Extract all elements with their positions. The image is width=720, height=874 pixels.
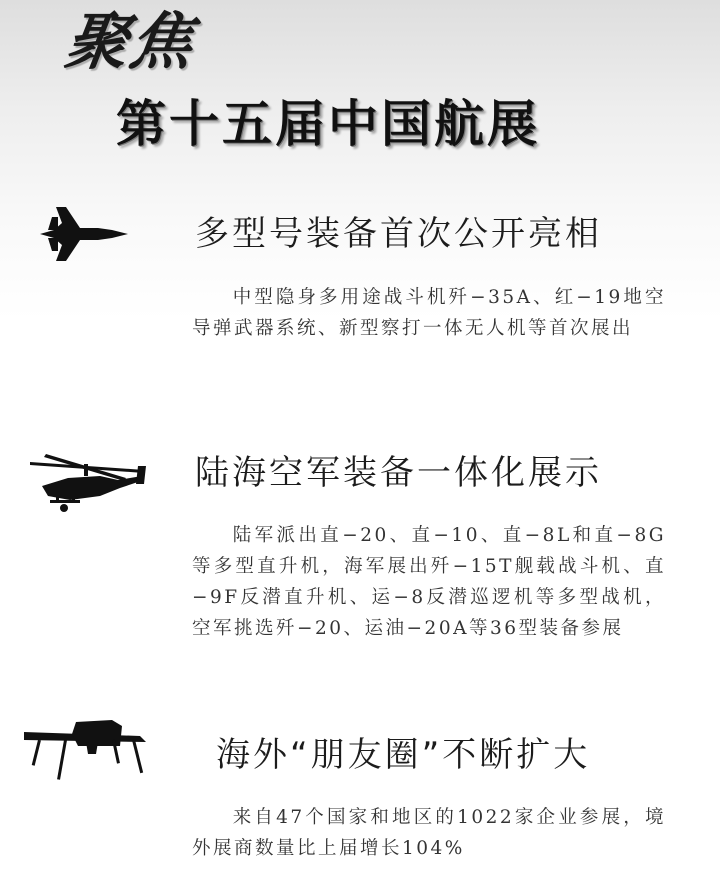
section-heading: 海外“朋友圈”不断扩大 (216, 735, 591, 775)
section-heading: 多型号装备首次公开亮相 (195, 214, 602, 254)
section-body: 来自47个国家和地区的1022家企业参展，境外展商数量比上届增长104% (192, 807, 666, 859)
fighter-jet-icon (38, 203, 130, 269)
masthead (0, 0, 720, 170)
helicopter-icon (26, 450, 150, 516)
section-body: 陆军派出直−20、直−10、直−8L和直−8G等多型直升机，海军展出歼−15T舰载战斗机、直−9F反潜直升机、运−8反潜巡逻机等多型战机，空军挑选歼−20、运油−20A等36型装备参展 (192, 525, 666, 639)
section-heading: 陆海空军装备一体化展示 (195, 453, 602, 493)
headline-focus: 聚焦 (60, 5, 200, 78)
section-body: 中型隐身多用途战斗机歼−35A、红−19地空导弹武器系统、新型察打一体无人机等首次展出 (192, 287, 666, 339)
transport-plane-icon (20, 712, 152, 788)
headline-airshow: 第十五届中国航展 (116, 95, 540, 153)
